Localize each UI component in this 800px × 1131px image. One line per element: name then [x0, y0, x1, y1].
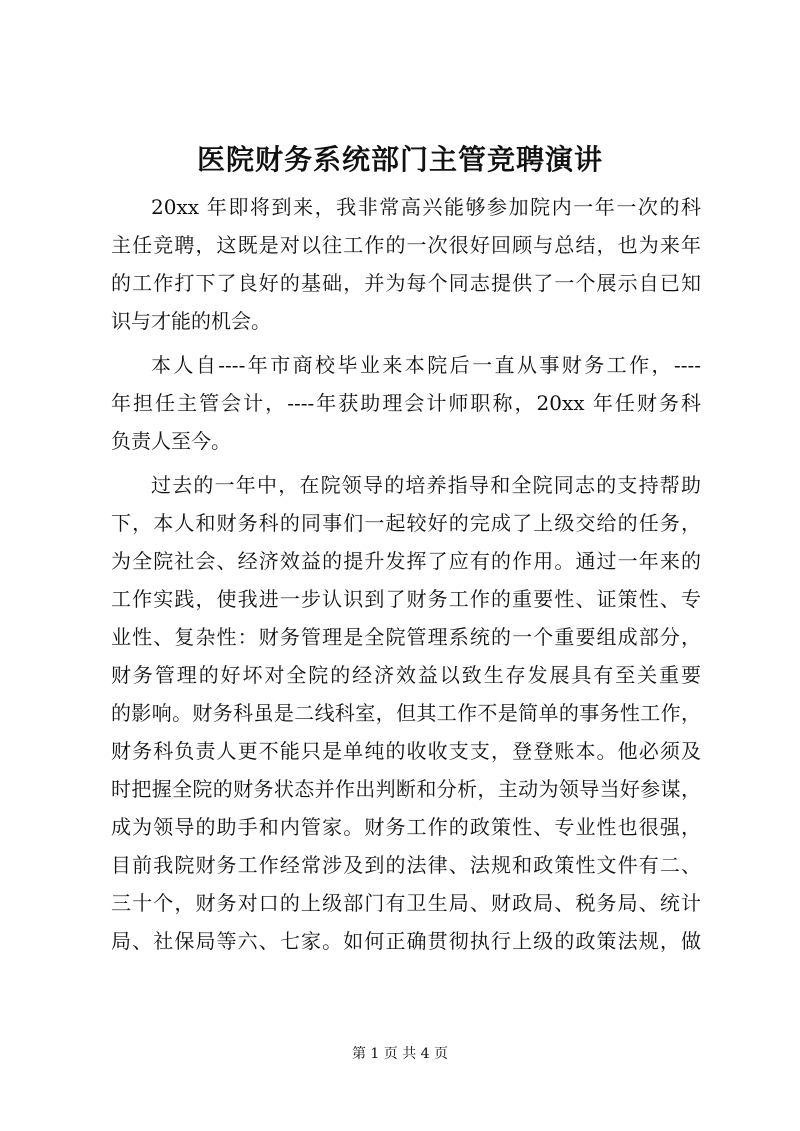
text-line: 成为领导的助手和内管家。财务工作的政策性、专业性也很强，	[111, 815, 701, 839]
text-line: 识与才能的机会。	[111, 309, 271, 333]
text-line: 财务科负责人更不能只是单纯的收收支支，登登账本。他必须及	[111, 739, 701, 763]
document-body	[111, 188, 701, 960]
text-line: 三十个，财务对口的上级部门有卫生局、财政局、税务局、统计	[111, 891, 701, 915]
paragraph-2	[111, 346, 701, 460]
text-line: 局、社保局等六、七家。如何正确贯彻执行上级的政策法规，做	[111, 929, 701, 953]
text-line: 的工作打下了良好的基础，并为每个同志提供了一个展示自已知	[111, 271, 701, 295]
text-line: 财务管理的好坏对全院的经济效益以致生存发展具有至关重要	[111, 663, 701, 687]
page-footer: 第 1 页 共 4 页	[351, 1046, 449, 1062]
text-line: 负责人至今。	[111, 429, 231, 453]
page-title: 医院财务系统部门主管竞聘演讲	[196, 143, 603, 176]
text-line: 时把握全院的财务状态并作出判断和分析，主动为领导当好参谋，	[111, 777, 701, 801]
text-line: 下，本人和财务科的同事们一起较好的完成了上级交给的任务，	[111, 511, 701, 535]
text-line: 过去的一年中，在院领导的培养指导和全院同志的支持帮助	[151, 473, 701, 497]
text-line: 业性、复杂性：财务管理是全院管理系统的一个重要组成部分，	[111, 625, 701, 649]
text-line: 目前我院财务工作经常涉及到的法律、法规和政策性文件有二、	[111, 853, 701, 877]
text-line: 本人自----年市商校毕业来本院后一直从事财务工作，----	[151, 353, 701, 377]
paragraph-1	[111, 188, 701, 340]
text-line: 的影响。财务科虽是二线科室，但其工作不是简单的事务性工作，	[111, 701, 701, 725]
paragraph-3	[111, 466, 701, 960]
text-line: 20xx 年即将到来，我非常高兴能够参加院内一年一次的科	[151, 195, 701, 219]
text-line: 工作实践，使我进一步认识到了财务工作的重要性、证策性、专	[111, 587, 701, 611]
text-line: 主任竞聘，这既是对以往工作的一次很好回顾与总结，也为来年	[111, 233, 701, 257]
text-line: 年担任主管会计，----年获助理会计师职称，20xx 年任财务科	[111, 391, 701, 415]
text-line: 为全院社会、经济效益的提升发挥了应有的作用。通过一年来的	[111, 549, 701, 573]
